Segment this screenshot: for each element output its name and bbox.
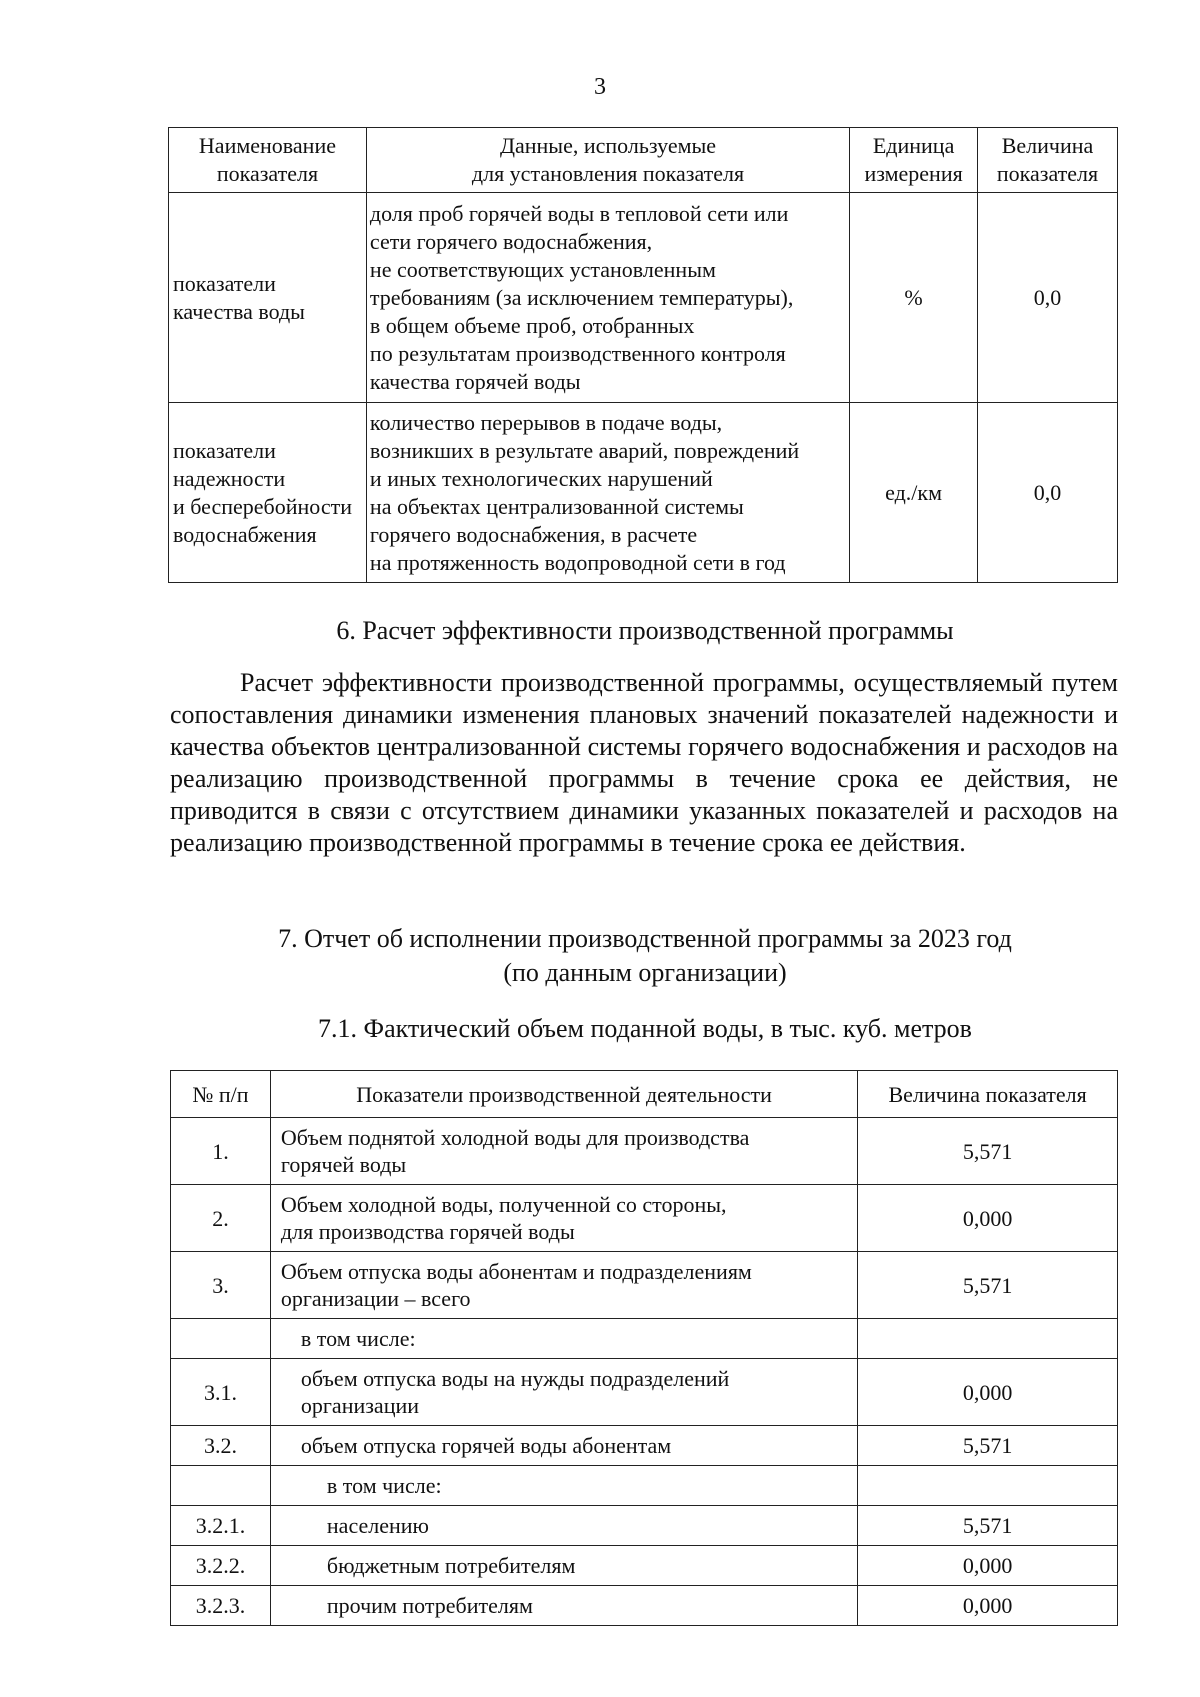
indicator-name: в том числе: xyxy=(300,1326,416,1351)
indicator-name: бюджетным потребителям xyxy=(326,1553,576,1578)
indicator-cell xyxy=(270,1359,857,1426)
unit-cell: % xyxy=(850,193,978,403)
section-7-1-heading: 7.1. Фактический объем поданной воды, в тыс. куб. метров xyxy=(318,1014,972,1043)
value-cell: 5,571 xyxy=(858,1506,1118,1546)
table-row xyxy=(171,1506,1118,1546)
section-6-paragraph: Расчет эффективности производственной программы, осуществляемый путем сопоставления динамики изменения плановых значений показателей надежности и качества объектов централизованной системы горячего водоснабжения и расходов на реализацию производственной программы в течение срока ее действия, не приводится в связи с отсутствием динамики указанных показателей и расходов на реализацию производственной программы в течение срока ее действия. xyxy=(170,668,1118,857)
table-row xyxy=(169,193,1118,403)
indicator-cell xyxy=(270,1506,857,1546)
value-cell xyxy=(858,1466,1118,1506)
indicator-data: доля проб горячей воды в тепловой сети или сети горячего водоснабжения, не соответствующих установленным требованиям (за исключением температуры), в общем объеме проб, отобранных по результатам производственного контроля качества горячей воды xyxy=(369,200,794,394)
value-cell: 0,000 xyxy=(858,1185,1118,1252)
indicator-cell xyxy=(270,1426,857,1466)
table-row xyxy=(169,403,1118,583)
table-row xyxy=(171,1466,1118,1506)
quality-indicators-table xyxy=(168,127,1118,583)
value-cell: 0,000 xyxy=(858,1586,1118,1626)
value-cell: 5,571 xyxy=(858,1118,1118,1185)
row-number-cell: 3.2. xyxy=(171,1426,271,1466)
indicator-name: объем отпуска воды на нужды подразделений организации xyxy=(300,1366,730,1418)
value-cell: 5,571 xyxy=(858,1426,1118,1466)
indicator-name: Объем отпуска воды абонентам и подразделениям организации – всего xyxy=(280,1259,752,1311)
indicator-name: показатели качества воды xyxy=(173,270,305,324)
indicator-name: в том числе: xyxy=(326,1473,442,1498)
header-text: Наименование показателя xyxy=(198,133,336,186)
table-row xyxy=(171,1586,1118,1626)
header-data-used xyxy=(366,128,849,193)
indicator-cell xyxy=(270,1118,857,1185)
indicator-cell xyxy=(270,1185,857,1252)
indicator-cell xyxy=(270,1319,857,1359)
section-7-heading: 7. Отчет об исполнении производственной программы за 2023 год xyxy=(278,924,1012,953)
row-number-cell: 1. xyxy=(171,1118,271,1185)
indicator-name: населению xyxy=(326,1513,429,1538)
value-cell xyxy=(858,1319,1118,1359)
table-row xyxy=(171,1252,1118,1319)
header-value xyxy=(978,128,1118,193)
value-cell: 0,0 xyxy=(978,403,1118,583)
indicator-name-cell xyxy=(169,403,367,583)
indicator-name: прочим потребителям xyxy=(326,1593,533,1618)
row-number-cell: 2. xyxy=(171,1185,271,1252)
table-row xyxy=(171,1426,1118,1466)
table-row xyxy=(171,1359,1118,1426)
header-indicator: Показатели производственной деятельности xyxy=(270,1071,857,1118)
section-7-heading-subline: (по данным организации) xyxy=(503,958,787,987)
water-volume-table-body xyxy=(171,1118,1118,1626)
indicator-name: Объем холодной воды, полученной со стороны, для производства горячей воды xyxy=(280,1192,727,1244)
table-header-row xyxy=(169,128,1118,193)
header-row-number: № п/п xyxy=(171,1071,271,1118)
value-cell: 0,000 xyxy=(858,1546,1118,1586)
table-row xyxy=(171,1118,1118,1185)
row-number-cell xyxy=(171,1466,271,1506)
value-cell: 0,000 xyxy=(858,1359,1118,1426)
header-text: Величина показателя xyxy=(996,133,1099,186)
row-number-cell xyxy=(171,1319,271,1359)
unit-cell: ед./км xyxy=(850,403,978,583)
indicator-name-cell xyxy=(169,193,367,403)
row-number-cell: 3.2.2. xyxy=(171,1546,271,1586)
indicator-name: показатели надежности и бесперебойности водоснабжения xyxy=(173,437,352,547)
header-text: Данные, используемые для установления показателя xyxy=(471,133,745,186)
row-number-cell: 3.2.3. xyxy=(171,1586,271,1626)
table-row xyxy=(171,1185,1118,1252)
header-unit xyxy=(850,128,978,193)
page-number: 3 xyxy=(594,74,606,100)
indicator-name: объем отпуска горячей воды абонентам xyxy=(300,1433,672,1458)
row-number-cell: 3.1. xyxy=(171,1359,271,1426)
indicator-name: Объем поднятой холодной воды для производства горячей воды xyxy=(280,1125,750,1177)
row-number-cell: 3. xyxy=(171,1252,271,1319)
indicator-cell xyxy=(270,1546,857,1586)
row-number-cell: 3.2.1. xyxy=(171,1506,271,1546)
indicator-cell xyxy=(270,1252,857,1319)
indicator-cell xyxy=(270,1466,857,1506)
table-row xyxy=(171,1546,1118,1586)
table-row xyxy=(171,1319,1118,1359)
value-cell: 0,0 xyxy=(978,193,1118,403)
indicator-data-cell xyxy=(366,193,849,403)
header-indicator-name xyxy=(169,128,367,193)
table-header-row xyxy=(171,1071,1118,1118)
section-6-heading: 6. Расчет эффективности производственной программы xyxy=(336,616,954,645)
value-cell: 5,571 xyxy=(858,1252,1118,1319)
header-value: Величина показателя xyxy=(858,1071,1118,1118)
header-text: Единица измерения xyxy=(864,133,963,186)
indicator-data-cell xyxy=(366,403,849,583)
indicator-cell xyxy=(270,1586,857,1626)
water-volume-table xyxy=(170,1070,1118,1626)
indicator-data: количество перерывов в подаче воды, возникших в результате аварий, повреждений и иных технологических нарушений на объектах централизованной системы горячего водоснабжения, в расчете на протяженность водопроводной сети в год xyxy=(369,409,800,575)
